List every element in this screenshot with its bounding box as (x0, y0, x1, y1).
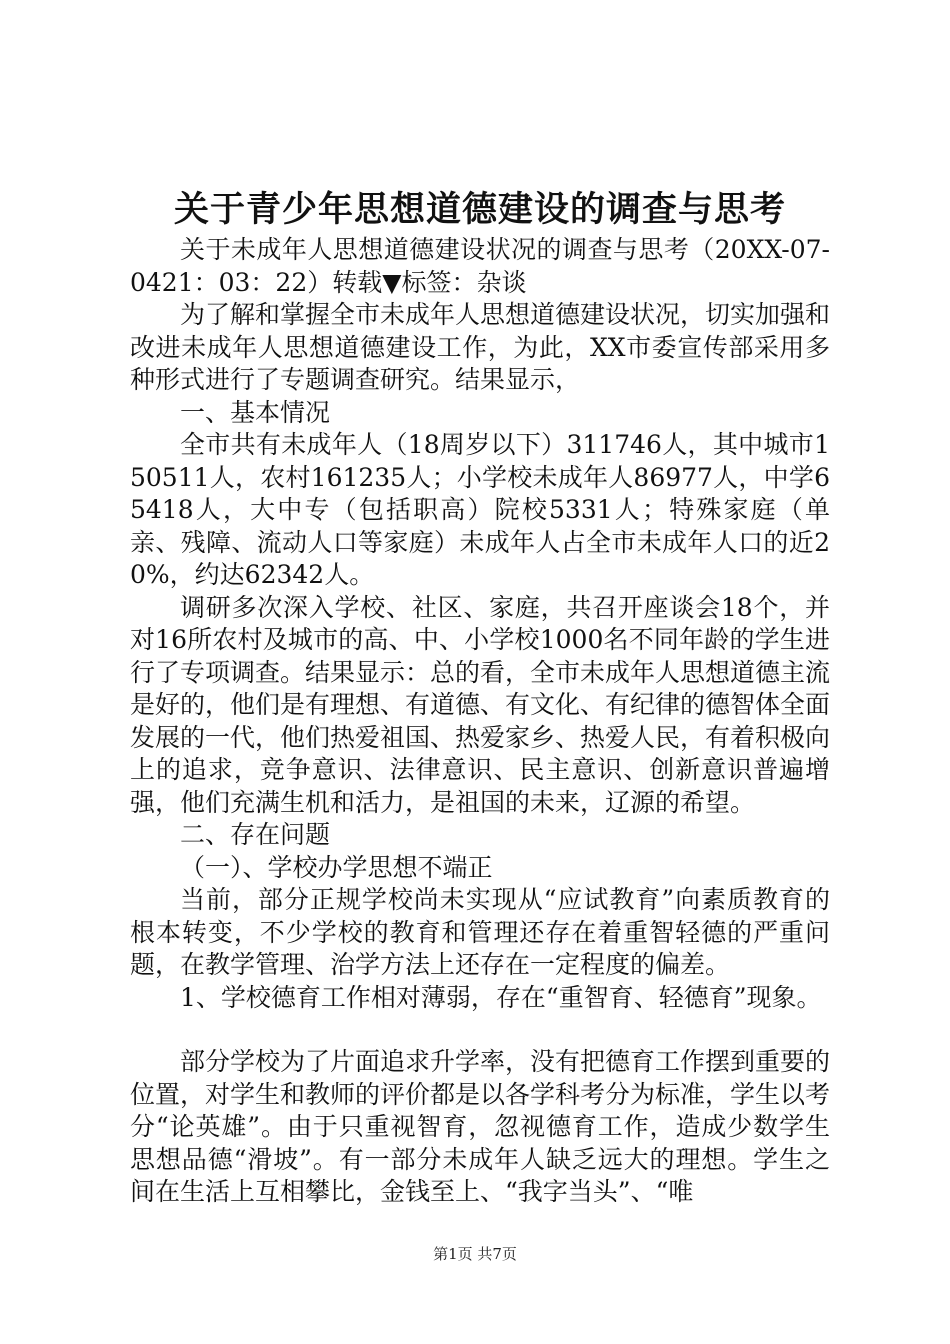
paragraph-school-issue: 当前，部分正规学校尚未实现从“应试教育”向素质教育的根本转变，不少学校的教育和管理还存在着重智轻德的严重问题，在教学管理、治学方法上还存在一定程度的偏差。 (130, 885, 830, 979)
paragraph-intro: 关于未成年人思想道德建设状况的调查与思考（20XX-07-0421：03：22）转载▼标签：杂谈 (130, 235, 830, 297)
page-footer: 第1页 共7页 (433, 1245, 517, 1263)
paragraph-statistics: 全市共有未成年人（18周岁以下）311746人，其中城市150511人，农村161235人；小学校未成年人86977人，中学65418人，大中专（包括职高）院校5331人；特殊家庭（单亲、残障、流动人口等家庭）未成年人占全市未成年人口的近20%，约达62342人。 (130, 430, 830, 589)
section-heading-problems: 二、存在问题 (180, 820, 331, 849)
subsection-heading-school: （一）、学校办学思想不端正 (180, 852, 493, 882)
document-body (130, 234, 830, 1209)
paragraph-purpose: 为了解和掌握全市未成年人思想道德建设状况，切实加强和改进未成年人思想道德建设工作，为此，XX市委宣传部采用多种形式进行了专题调查研究。结果显示， (130, 300, 831, 394)
item-heading-moral-education: 1、学校德育工作相对薄弱，存在“重智育、轻德育”现象。 (180, 982, 822, 1012)
document-title: 关于青少年思想道德建设的调查与思考 (173, 189, 786, 230)
paragraph-survey: 调研多次深入学校、社区、家庭，共召开座谈会18个，并对16所农村及城市的高、中、小学校1000名不同年龄的学生进行了专项调查。结果显示：总的看，全市未成年人思想道德主流是好的，他们是有理想、有道德、有文化、有纪律的德智体全面发展的一代，他们热爱祖国、热爱家乡、热爱人民，有着积极向上的追求，竞争意识、法律意识、民主意识、创新意识普遍增强，他们充满生机和活力，是祖国的未来，辽源的希望。 (130, 592, 831, 817)
paragraph-moral-education: 部分学校为了片面追求升学率，没有把德育工作摆到重要的位置，对学生和教师的评价都是以各学科考分为标准，学生以考分“论英雄”。由于只重视智育，忽视德育工作，造成少数学生思想品德“滑坡”。有一部分未成年人缺乏远大的理想。学生之间在生活上互相攀比，金钱至上、“我字当头”、“唯 (130, 1047, 831, 1206)
section-heading-basic: 一、基本情况 (180, 397, 331, 427)
